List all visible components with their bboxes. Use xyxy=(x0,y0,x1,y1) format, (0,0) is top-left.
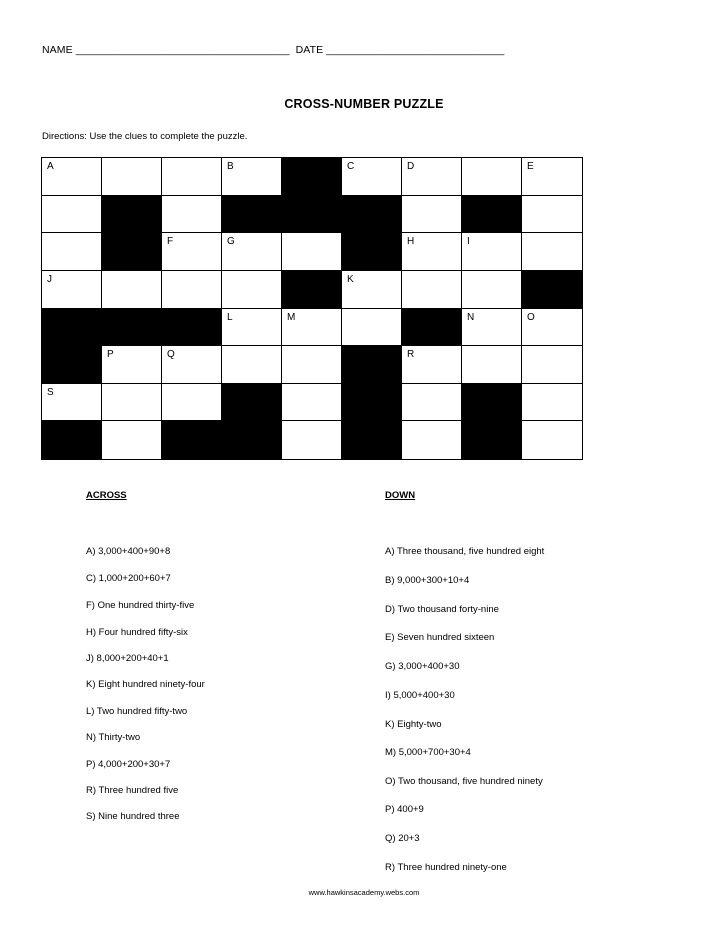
grid-cell[interactable] xyxy=(162,196,222,234)
clue-label: R xyxy=(407,349,415,361)
blocked-cell xyxy=(282,158,342,196)
down-heading: DOWN xyxy=(385,490,416,501)
down-clue: M) 5,000+700+30+4 xyxy=(385,747,471,758)
grid-cell[interactable] xyxy=(402,158,462,196)
grid-cell[interactable] xyxy=(102,421,162,459)
grid-cell[interactable] xyxy=(162,233,222,271)
across-clue: R) Three hundred five xyxy=(86,785,179,796)
clue-label: P xyxy=(107,349,114,361)
name-date-line: NAME ____________________________________ DATE ______________________________ xyxy=(42,44,505,56)
grid-cell[interactable] xyxy=(102,384,162,422)
down-clue: R) Three hundred ninety-one xyxy=(385,862,507,873)
blocked-cell xyxy=(222,421,282,459)
grid-cell[interactable] xyxy=(42,271,102,309)
clue-label: F xyxy=(167,236,174,248)
grid-cell[interactable] xyxy=(402,384,462,422)
blocked-cell xyxy=(102,309,162,347)
across-heading: ACROSS xyxy=(86,490,127,501)
down-clue: K) Eighty-two xyxy=(385,719,442,730)
clue-label: O xyxy=(527,311,535,323)
down-clue: P) 400+9 xyxy=(385,804,424,815)
across-clue: L) Two hundred fifty-two xyxy=(86,706,188,717)
grid-cell[interactable] xyxy=(222,233,282,271)
blocked-cell xyxy=(162,309,222,347)
blocked-cell xyxy=(102,196,162,234)
clue-label: J xyxy=(47,273,52,285)
grid-cell[interactable] xyxy=(42,196,102,234)
across-clue: S) Nine hundred three xyxy=(86,811,180,822)
down-clue: E) Seven hundred sixteen xyxy=(385,632,495,643)
grid-cell[interactable] xyxy=(222,158,282,196)
blocked-cell xyxy=(282,196,342,234)
directions-text: Directions: Use the clues to complete the puzzle. xyxy=(42,131,248,142)
grid-cell[interactable] xyxy=(162,346,222,384)
clue-label: L xyxy=(227,311,233,323)
grid-cell[interactable] xyxy=(522,346,582,384)
blocked-cell xyxy=(462,384,522,422)
grid-cell[interactable] xyxy=(402,421,462,459)
clue-label: B xyxy=(227,161,234,172)
down-clue: O) Two thousand, five hundred ninety xyxy=(385,776,543,787)
clue-label: K xyxy=(347,273,354,285)
grid-cell[interactable] xyxy=(42,158,102,196)
across-clue: P) 4,000+200+30+7 xyxy=(86,759,171,770)
blocked-cell xyxy=(342,421,402,459)
grid-cell[interactable] xyxy=(42,233,102,271)
grid-cell[interactable] xyxy=(522,421,582,459)
clue-label: D xyxy=(407,161,415,172)
blocked-cell xyxy=(282,271,342,309)
down-clue: I) 5,000+400+30 xyxy=(385,690,455,701)
blocked-cell xyxy=(462,421,522,459)
blocked-cell xyxy=(402,309,462,347)
grid-cell[interactable] xyxy=(522,309,582,347)
across-clue: F) One hundred thirty-five xyxy=(86,600,195,611)
across-clue: A) 3,000+400+90+8 xyxy=(86,546,171,557)
grid-cell[interactable] xyxy=(402,233,462,271)
grid-cell[interactable] xyxy=(462,233,522,271)
blocked-cell xyxy=(42,309,102,347)
grid-cell[interactable] xyxy=(522,384,582,422)
grid-cell[interactable] xyxy=(222,346,282,384)
grid-cell[interactable] xyxy=(462,158,522,196)
grid-cell[interactable] xyxy=(462,271,522,309)
grid-cell[interactable] xyxy=(282,309,342,347)
grid-cell[interactable] xyxy=(162,384,222,422)
grid-cell[interactable] xyxy=(102,271,162,309)
grid-cell[interactable] xyxy=(522,233,582,271)
grid-cell[interactable] xyxy=(462,309,522,347)
across-clue: K) Eight hundred ninety-four xyxy=(86,679,205,690)
clue-label: G xyxy=(227,236,235,248)
grid-cell[interactable] xyxy=(102,158,162,196)
grid-cell[interactable] xyxy=(282,421,342,459)
grid-cell[interactable] xyxy=(162,158,222,196)
clue-label: S xyxy=(47,386,54,398)
clue-label: N xyxy=(467,311,475,323)
grid-cell[interactable] xyxy=(522,196,582,234)
blocked-cell xyxy=(342,346,402,384)
blocked-cell xyxy=(162,421,222,459)
grid-cell[interactable] xyxy=(102,346,162,384)
down-clue: Q) 20+3 xyxy=(385,833,420,844)
grid-cell[interactable] xyxy=(222,309,282,347)
page-title: CROSS-NUMBER PUZZLE xyxy=(284,97,444,111)
down-clue: G) 3,000+400+30 xyxy=(385,661,460,672)
grid-cell[interactable] xyxy=(222,271,282,309)
grid-cell[interactable] xyxy=(342,158,402,196)
blocked-cell xyxy=(222,196,282,234)
clue-label: E xyxy=(527,161,534,172)
across-clue: J) 8,000+200+40+1 xyxy=(86,653,169,664)
grid-cell[interactable] xyxy=(42,384,102,422)
grid-cell[interactable] xyxy=(462,346,522,384)
puzzle-grid xyxy=(41,157,583,460)
blocked-cell xyxy=(42,346,102,384)
clue-label: M xyxy=(287,311,296,323)
blocked-cell xyxy=(102,233,162,271)
grid-cell[interactable] xyxy=(282,346,342,384)
grid-cell[interactable] xyxy=(342,271,402,309)
footer-url: www.hawkinsacademy.webs.com xyxy=(308,888,420,897)
down-clue: D) Two thousand forty-nine xyxy=(385,604,499,615)
across-clue: C) 1,000+200+60+7 xyxy=(86,573,171,584)
blocked-cell xyxy=(42,421,102,459)
grid-cell[interactable] xyxy=(522,158,582,196)
blocked-cell xyxy=(342,384,402,422)
grid-cell[interactable] xyxy=(402,346,462,384)
blocked-cell xyxy=(342,233,402,271)
clue-label: I xyxy=(467,236,470,248)
clue-label: Q xyxy=(167,349,175,361)
grid-cell[interactable] xyxy=(282,384,342,422)
clue-label: A xyxy=(47,161,54,172)
across-clue: H) Four hundred fifty-six xyxy=(86,627,188,638)
across-clue: N) Thirty-two xyxy=(86,732,141,743)
blocked-cell xyxy=(462,196,522,234)
grid-cell[interactable] xyxy=(402,271,462,309)
grid-cell[interactable] xyxy=(282,233,342,271)
grid-cell[interactable] xyxy=(162,271,222,309)
blocked-cell xyxy=(522,271,582,309)
down-clue: B) 9,000+300+10+4 xyxy=(385,575,470,586)
grid-cell[interactable] xyxy=(342,309,402,347)
down-clue: A) Three thousand, five hundred eight xyxy=(385,546,545,557)
blocked-cell xyxy=(342,196,402,234)
grid-cell[interactable] xyxy=(402,196,462,234)
blocked-cell xyxy=(222,384,282,422)
clue-label: C xyxy=(347,161,355,172)
clue-label: H xyxy=(407,236,415,248)
